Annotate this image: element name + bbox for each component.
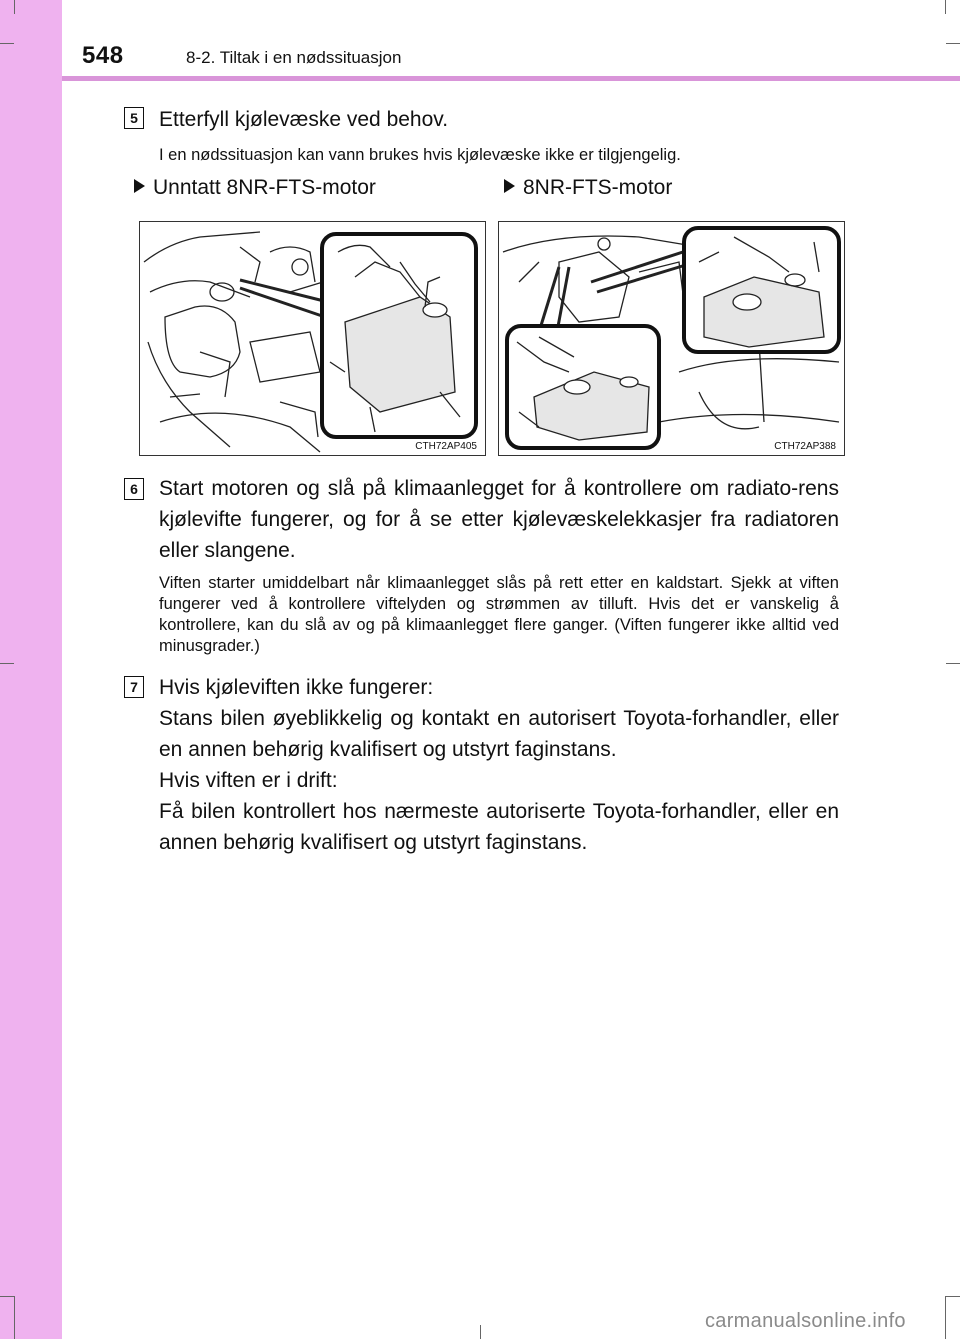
crop-mark <box>946 663 960 664</box>
header-rule <box>62 76 960 81</box>
watermark: carmanualsonline.info <box>705 1310 906 1332</box>
engine-bay-illustration <box>499 222 845 456</box>
crop-mark <box>0 1296 14 1297</box>
engine-figure-left <box>139 221 486 456</box>
crop-mark <box>946 43 960 44</box>
crop-mark <box>14 1296 15 1339</box>
engine-figure-right <box>498 221 845 456</box>
step-6-note: Viften starter umiddelbart når klimaanlegget slås på rett etter en kaldstart. Sjekk at viften fungerer ved å kontrollere viftelyden og strømmen av tilluft. Hvis det er vanskelig å kontrollere, kan du slå av og på klimaanlegget flere ganger. (Viften fungerer ikke alltid ved minusgrader.) <box>159 574 839 655</box>
variant-right-label: 8NR-FTS-motor <box>523 176 673 199</box>
crop-mark <box>0 663 14 664</box>
step-7-case2-title: Hvis viften er i drift: <box>159 769 338 792</box>
crop-mark <box>14 0 15 14</box>
page-number: 548 <box>82 42 124 69</box>
chapter-tab-sidebar <box>0 0 62 1339</box>
crop-mark <box>945 1296 946 1339</box>
crop-mark <box>946 1296 960 1297</box>
step-5-note: I en nødssituasjon kan vann brukes hvis kjølevæske ikke er tilgjengelig. <box>159 146 681 164</box>
step-badge-7: 7 <box>124 676 144 698</box>
step-badge-5: 5 <box>124 107 144 129</box>
figure-code-right: CTH72AP388 <box>774 441 836 452</box>
variant-left <box>134 176 376 200</box>
section-title: 8-2. Tiltak i en nødssituasjon <box>186 48 402 67</box>
crop-mark <box>0 43 14 44</box>
crop-mark <box>480 1325 481 1339</box>
step-6-heading: Start motoren og slå på klimaanlegget for å kontrollere om radiato-rens kjølevifte fungerer, og for å se etter kjølevæskelekkasjer fra radiatoren eller slangene. <box>159 477 839 562</box>
variant-right <box>504 176 672 200</box>
variant-left-label: Unntatt 8NR-FTS-motor <box>153 176 376 199</box>
figure-code-left: CTH72AP405 <box>415 441 477 452</box>
crop-mark <box>945 0 946 14</box>
step-badge-6: 6 <box>124 478 144 500</box>
step-7-case1-title: Hvis kjøleviften ikke fungerer: <box>159 676 434 699</box>
engine-bay-illustration <box>140 222 486 456</box>
step-5-heading: Etterfyll kjølevæske ved behov. <box>159 108 449 131</box>
step-7-case2-body: Få bilen kontrollert hos nærmeste autoriserte Toyota-forhandler, eller en annen behørig kvalifisert og utstyrt faginstans. <box>159 800 839 854</box>
step-7-case1-body: Stans bilen øyeblikkelig og kontakt en autorisert Toyota-forhandler, eller en annen behørig kvalifisert og utstyrt faginstans. <box>159 707 839 761</box>
triangle-bullet-icon <box>504 179 515 193</box>
triangle-bullet-icon <box>134 179 145 193</box>
